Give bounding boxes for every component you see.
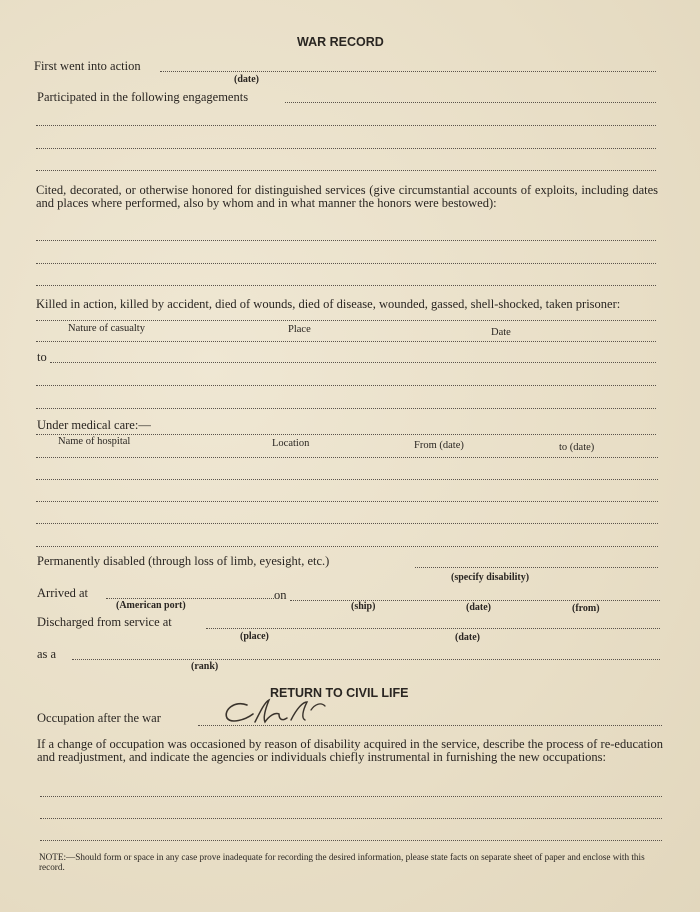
col-to-date: to (date) [559, 442, 595, 453]
cited-line-1[interactable] [36, 240, 656, 241]
col-date: Date [491, 327, 511, 338]
col-from-date: From (date) [414, 440, 464, 451]
cited-line-2[interactable] [36, 263, 656, 264]
caption-ship: (ship) [351, 601, 376, 612]
discharged-line[interactable] [206, 628, 660, 629]
medical-line-3[interactable] [36, 501, 658, 502]
col-place: Place [288, 324, 311, 335]
disabled-label: Permanently disabled (through loss of limb, eyesight, etc.) [37, 554, 330, 568]
casualty-to-label: to [37, 350, 47, 364]
arrived-label: Arrived at [37, 586, 89, 600]
medical-line-5[interactable] [36, 546, 658, 547]
disabled-line[interactable] [415, 567, 658, 568]
engagements-line-3[interactable] [36, 148, 656, 149]
first-action-label: First went into action [34, 59, 141, 73]
form-title: WAR RECORD [297, 35, 384, 49]
arrived-port-line[interactable] [106, 598, 274, 599]
first-action-line[interactable] [160, 71, 656, 72]
arrived-ship-line[interactable] [290, 600, 660, 601]
note-text: NOTE:—Should form or space in any case prove inadequate for recording the desired information, please state facts on separate sheet of paper and enclose with this record. [39, 852, 645, 872]
col-nature-of-casualty: Nature of casualty [68, 323, 145, 334]
change-line-3[interactable] [40, 840, 662, 841]
change-line-2[interactable] [40, 818, 662, 819]
casualty-header-line [36, 320, 656, 321]
occupation-label: Occupation after the war [37, 711, 161, 725]
caption-place: (place) [240, 631, 269, 642]
caption-arrived-date: (date) [466, 602, 491, 613]
caption-american-port: (American port) [116, 600, 186, 611]
engagements-line-2[interactable] [36, 125, 656, 126]
handwritten-occupation-entry [205, 696, 335, 726]
discharged-label: Discharged from service at [37, 615, 172, 629]
return-civil-life-title: RETURN TO CIVIL LIFE [270, 686, 409, 700]
medical-line-1[interactable] [36, 457, 658, 458]
engagements-label: Participated in the following engagements [37, 90, 249, 104]
engagements-line-4[interactable] [36, 170, 656, 171]
as-a-label: as a [37, 647, 57, 661]
casualty-text: Killed in action, killed by accident, died of wounds, died of disease, wounded, gassed, shell-shocked, taken prisoner: [36, 297, 621, 311]
col-hospital: Name of hospital [58, 436, 131, 447]
disabled-caption: (specify disability) [451, 572, 530, 583]
casualty-line-4[interactable] [36, 408, 656, 409]
arrived-on-label: on [274, 588, 287, 602]
medical-header-line [36, 434, 656, 435]
casualty-line-1[interactable] [36, 341, 656, 342]
engagements-line-1[interactable] [285, 102, 656, 103]
first-action-date-caption: (date) [234, 74, 259, 85]
casualty-line-3[interactable] [36, 385, 656, 386]
medical-line-2[interactable] [36, 479, 658, 480]
change-occupation-text: If a change of occupation was occasioned by reason of disability acquired in the service, describe the process of re-education and readjustment, and indicate the agencies or individuals chiefly instrumental in furnishing the new occupations: [37, 737, 663, 764]
medical-line-4[interactable] [36, 523, 658, 524]
casualty-line-2[interactable] [50, 362, 656, 363]
cited-text: Cited, decorated, or otherwise honored for distinguished services (give circumstantial accounts of exploits, including dates and places where performed, also by whom and in what manner the honors were bestowed): [36, 183, 658, 210]
col-location: Location [272, 438, 310, 449]
caption-rank: (rank) [191, 661, 219, 672]
rank-line[interactable] [72, 659, 660, 660]
caption-discharged-date: (date) [455, 632, 480, 643]
change-line-1[interactable] [40, 796, 662, 797]
cited-line-3[interactable] [36, 285, 656, 286]
caption-from: (from) [572, 603, 600, 614]
medical-label: Under medical care:— [37, 418, 151, 432]
